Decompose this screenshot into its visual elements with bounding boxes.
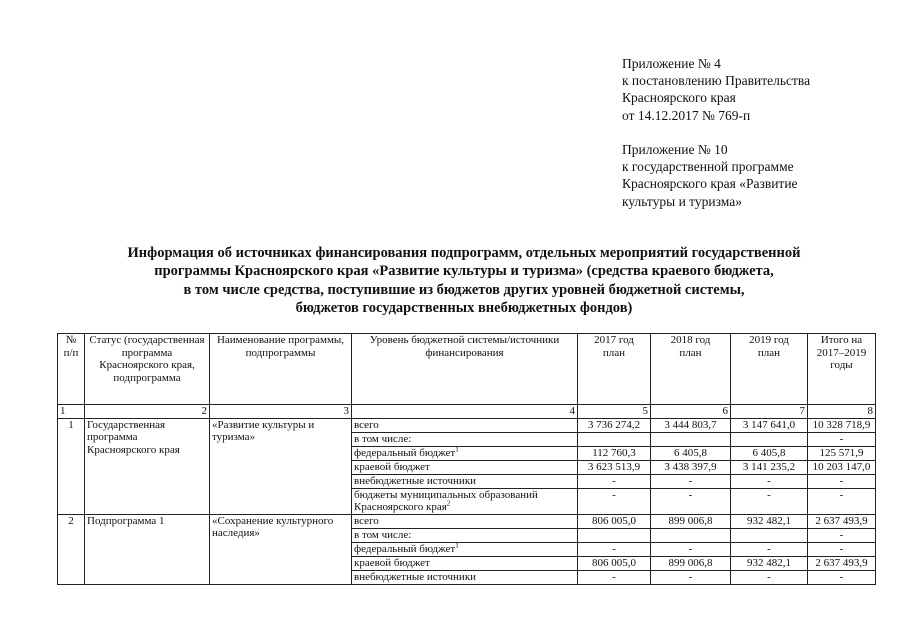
value-2017: - (578, 474, 651, 488)
row-program-name: «Сохранение культурного наследия» (210, 514, 352, 584)
value-2019: 6 405,8 (731, 446, 808, 460)
footnote-mark: 1 (455, 446, 459, 454)
row-program-name: «Развитие культуры и туризма» (210, 418, 352, 514)
appendix-order-line: от 14.12.2017 № 769-п (622, 107, 751, 123)
funding-level-label: в том числе: (354, 432, 412, 445)
value-2019: 932 482,1 (731, 556, 808, 570)
row-status: Государственная программа Красноярского края (85, 418, 210, 514)
value-2018 (651, 528, 731, 542)
value-2017: - (578, 542, 651, 556)
table-row (58, 514, 876, 528)
title-line: в том числе средства, поступившие из бюджетов других уровней бюджетной системы, (183, 281, 745, 298)
funding-level-label: федеральный бюджет (354, 446, 456, 459)
funding-level-label: внебюджетные источники (354, 570, 477, 583)
appendix-order-line: к постановлению Правительства (622, 73, 811, 89)
value-2019: - (731, 542, 808, 556)
value-2017: 3 736 274,2 (578, 418, 651, 432)
row-funding-level (352, 432, 578, 446)
value-2018: - (651, 542, 731, 556)
document-title (60, 244, 868, 318)
header-name: Наименование программы, подпрограммы (210, 334, 352, 405)
row-funding-level (352, 418, 578, 432)
value-2019: - (731, 474, 808, 488)
value-2018: 3 444 803,7 (651, 418, 731, 432)
row-funding-level (352, 570, 578, 584)
header-num: № п/п (58, 334, 85, 405)
row-funding-level (352, 556, 578, 570)
value-2019 (731, 432, 808, 446)
header-plan-2018: план (651, 347, 731, 405)
footnote-mark: 1 (455, 542, 459, 550)
value-2017: - (578, 488, 651, 514)
row-funding-level (352, 514, 578, 528)
index-cell: 7 (731, 405, 808, 419)
value-2018: - (651, 488, 731, 514)
funding-level-label: внебюджетные источники (354, 474, 477, 487)
row-number: 2 (58, 514, 85, 584)
value-total: 2 637 493,9 (808, 556, 876, 570)
footnote-mark: 2 (446, 499, 451, 508)
appendix-program-block (622, 141, 798, 210)
funding-level-label: бюджеты муниципальных образований Красноярского края (354, 488, 538, 514)
funding-level-label: федеральный бюджет (354, 542, 456, 555)
appendix-program-line: Приложение № 10 (622, 142, 728, 157)
title-line: бюджетов государственных внебюджетных фондов) (295, 300, 633, 317)
value-2017: 112 760,3 (578, 446, 651, 460)
value-2017: 806 005,0 (578, 514, 651, 528)
value-total: 2 637 493,9 (808, 514, 876, 528)
row-number: 1 (58, 418, 85, 514)
funding-level-label: всего (354, 514, 379, 527)
value-total: - (808, 432, 876, 446)
funding-level-label: краевой бюджет (354, 460, 430, 473)
value-2018: 899 006,8 (651, 556, 731, 570)
funding-level-label: краевой бюджет (354, 556, 430, 569)
header-2017: 2017 год (578, 334, 651, 347)
value-2018: 3 438 397,9 (651, 460, 731, 474)
value-total: - (808, 542, 876, 556)
value-2019: - (731, 488, 808, 514)
column-index-row (58, 405, 876, 419)
appendix-program-line: культуры и туризма» (622, 193, 742, 209)
value-2018: 899 006,8 (651, 514, 731, 528)
value-total: - (808, 528, 876, 542)
value-total: 10 328 718,9 (808, 418, 876, 432)
header-total: Итого на 2017–2019 годы (808, 334, 876, 405)
value-2018 (651, 432, 731, 446)
header-2018: 2018 год (651, 334, 731, 347)
value-2019: - (731, 570, 808, 584)
value-2017 (578, 528, 651, 542)
title-line: Информация об источниках финансирования подпрограмм, отдельных мероприятий государственной (127, 245, 801, 261)
index-cell: 2 (85, 405, 210, 419)
row-status: Подпрограмма 1 (85, 514, 210, 584)
value-total: 10 203 147,0 (808, 460, 876, 474)
row-funding-level (352, 460, 578, 474)
value-2019: 932 482,1 (731, 514, 808, 528)
title-line: программы Красноярского края «Развитие культуры и туризма» (средства краевого бюджета, (154, 263, 774, 280)
header-plan-2019: план (731, 347, 808, 405)
row-funding-level (352, 488, 578, 514)
index-cell: 8 (808, 405, 876, 419)
index-cell: 5 (578, 405, 651, 419)
value-2019: 3 141 235,2 (731, 460, 808, 474)
value-2017: - (578, 570, 651, 584)
appendix-order-line: Приложение № 4 (622, 56, 721, 71)
header-level: Уровень бюджетной системы/источники финансирования (352, 334, 578, 405)
appendix-program-line: к государственной программе (622, 159, 794, 175)
value-2018: 6 405,8 (651, 446, 731, 460)
value-2017: 806 005,0 (578, 556, 651, 570)
index-cell: 1 (58, 405, 85, 419)
value-total: - (808, 474, 876, 488)
value-2019: 3 147 641,0 (731, 418, 808, 432)
appendix-order-block (622, 55, 810, 124)
row-funding-level (352, 474, 578, 488)
index-cell: 3 (210, 405, 352, 419)
financing-table (57, 333, 876, 585)
index-cell: 4 (352, 405, 578, 419)
funding-level-label: в том числе: (354, 528, 412, 541)
appendix-program-line: Красноярского края «Развитие (622, 176, 798, 192)
header-plan-2017: план (578, 347, 651, 405)
header-2019: 2019 год (731, 334, 808, 347)
value-2018: - (651, 474, 731, 488)
value-total: 125 571,9 (808, 446, 876, 460)
value-2018: - (651, 570, 731, 584)
value-2017: 3 623 513,9 (578, 460, 651, 474)
row-funding-level (352, 446, 578, 460)
value-total: - (808, 488, 876, 514)
header-row (58, 334, 876, 347)
value-total: - (808, 570, 876, 584)
value-2019 (731, 528, 808, 542)
header-status: Статус (государственная программа Красноярского края, подпрограмма (85, 334, 210, 405)
row-funding-level (352, 528, 578, 542)
index-cell: 6 (651, 405, 731, 419)
funding-level-label: всего (354, 418, 379, 431)
table-row (58, 418, 876, 432)
row-funding-level (352, 542, 578, 556)
appendix-order-line: Красноярского края (622, 90, 736, 106)
value-2017 (578, 432, 651, 446)
